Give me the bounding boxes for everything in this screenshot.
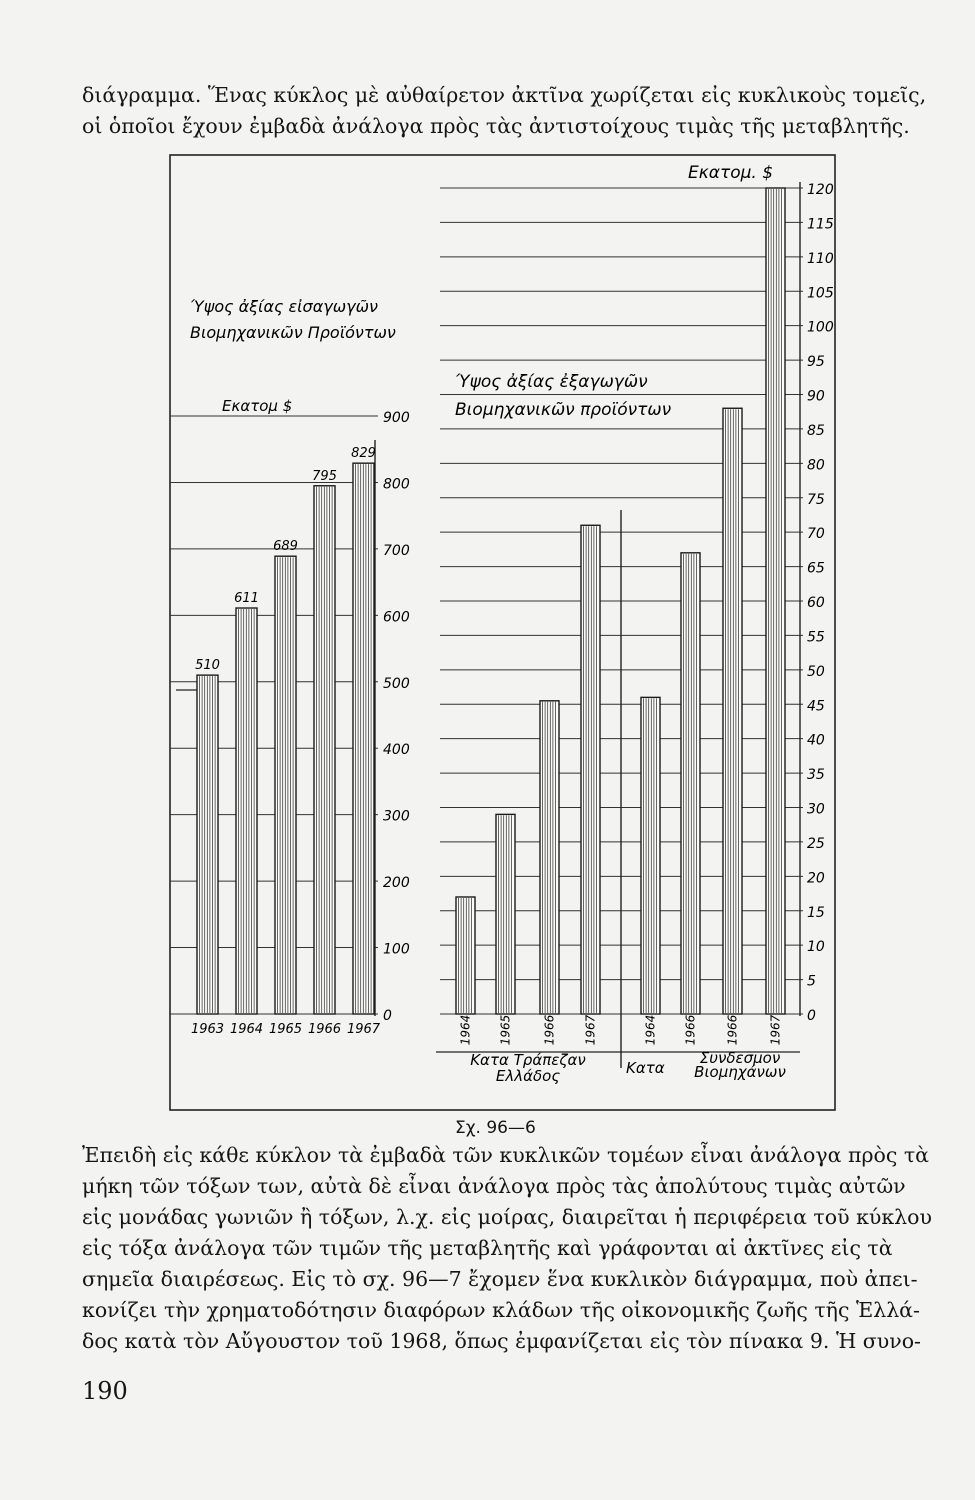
x-tick-label: 1967 — [346, 1022, 381, 1037]
y-tick-label: 300 — [383, 808, 410, 825]
body-line: δος κατὰ τὸν Αὔγουστον τοῦ 1968, ὅπως ἐμφανίζεται εἰς τὸν πίνακα 9. Ἡ συνο- — [82, 1329, 921, 1353]
bar — [581, 525, 600, 1014]
bar-hatching — [278, 557, 294, 1013]
body-line: κονίζει τὴν χρηματοδότησιν διαφόρων κλάδων τῆς οἰκονομικῆς ζωῆς τῆς Ἑλλά- — [82, 1298, 920, 1322]
group-label-line: Ελλάδος — [495, 1067, 561, 1085]
intro-line: διάγραμμα. Ἕνας κύκλος μὲ αὐθαίρετον ἀκτῖνα χωρίζεται εἰς κυκλικοὺς τομεῖς, — [82, 83, 927, 107]
y-tick-label: 100 — [807, 319, 834, 336]
y-tick-label: 15 — [807, 904, 825, 921]
bar — [496, 814, 515, 1014]
unit-label: Εκατομ. $ — [688, 163, 774, 183]
y-tick-label: 90 — [807, 388, 825, 405]
y-tick-label: 20 — [807, 870, 825, 887]
y-tick-label: 115 — [807, 216, 834, 233]
data-label: 510 — [195, 658, 220, 674]
bar — [197, 675, 218, 1014]
x-tick-label: 1966 — [683, 1014, 698, 1046]
bar — [456, 897, 475, 1014]
y-tick-label: 45 — [807, 698, 825, 715]
y-tick-label: 900 — [383, 410, 410, 426]
y-tick-label: 5 — [807, 973, 816, 990]
x-tick-label: 1966 — [307, 1022, 342, 1037]
chart-title-line: Ύψος ἀξίας ἐξαγωγῶν — [455, 372, 648, 392]
y-tick-label: 80 — [807, 457, 825, 474]
bar — [275, 556, 296, 1014]
x-tick-label: 1963 — [190, 1022, 225, 1037]
bar — [681, 553, 700, 1014]
y-tick-label: 0 — [383, 1008, 392, 1024]
chart-title — [190, 297, 396, 342]
x-tick-label: 1965 — [268, 1022, 303, 1037]
bar — [314, 486, 335, 1014]
group-label-line: Βιομηχάνων — [694, 1063, 786, 1081]
y-tick-label: 50 — [807, 663, 825, 680]
body-line: σημεῖα διαιρέσεως. Εἰς τὸ σχ. 96—7 ἔχομεν ἕνα κυκλικὸν διάγραμμα, ποὺ ἀπει- — [82, 1267, 918, 1291]
exports-chart — [436, 163, 834, 1085]
y-tick-label: 25 — [807, 835, 825, 852]
chart-title-line: Βιομηχανικῶν προϊόντων — [455, 400, 672, 420]
data-label: 689 — [273, 539, 298, 555]
y-tick-label: 800 — [383, 476, 410, 493]
figure-caption: Σχ. 96—6 — [455, 1118, 536, 1138]
y-tick-label: 40 — [807, 732, 825, 749]
y-tick-label: 500 — [383, 675, 410, 692]
y-tick-label: 110 — [807, 250, 834, 267]
chart-title-line: Βιομηχανικῶν Προϊόντων — [190, 323, 396, 342]
bar-hatching — [200, 676, 216, 1013]
data-label: 829 — [351, 446, 376, 462]
y-tick-label: 100 — [383, 941, 410, 958]
y-tick-label: 700 — [383, 542, 410, 559]
y-tick-label: 85 — [807, 422, 825, 439]
body-line: εἰς τόξα ἀνάλογα τῶν τιμῶν τῆς μεταβλητῆς καὶ γράφονται αἱ ἀκτῖνες εἰς τὰ — [82, 1236, 893, 1260]
group-label-line: Κατα Τράπεζαν — [470, 1051, 586, 1069]
y-tick-label: 30 — [807, 801, 825, 818]
x-tick-label: 1964 — [643, 1014, 658, 1046]
data-label: 611 — [234, 591, 259, 607]
x-tick-label: 1967 — [583, 1014, 598, 1046]
y-tick-label: 120 — [807, 182, 834, 198]
bar — [236, 608, 257, 1014]
chart-title-line: Ύψος ἀξίας εἰσαγωγῶν — [190, 297, 378, 316]
bar — [353, 463, 374, 1014]
group-label: Κατα — [626, 1059, 665, 1077]
bar — [723, 408, 742, 1014]
imports-chart — [170, 297, 410, 1037]
body-line: Ἐπειδὴ εἰς κάθε κύκλον τὰ ἐμβαδὰ τῶν κυκλικῶν τομέων εἶναι ἀνάλογα πρὸς τὰ — [82, 1143, 930, 1167]
y-tick-label: 55 — [807, 629, 825, 646]
bar — [540, 701, 559, 1014]
x-tick-label: 1964 — [458, 1014, 473, 1046]
body-line: εἰς μονάδας γωνιῶν ἢ τόξων, λ.χ. εἰς μοίρας, διαιρεῖται ἡ περιφέρεια τοῦ κύκλου — [82, 1205, 932, 1229]
y-tick-label: 200 — [383, 875, 410, 892]
bar-hatching — [356, 464, 372, 1013]
group-label — [470, 1051, 586, 1085]
y-tick-label: 10 — [807, 939, 825, 956]
y-tick-label: 600 — [383, 609, 410, 626]
y-tick-label: 35 — [807, 767, 825, 784]
chart-title — [455, 372, 672, 420]
y-tick-label: 60 — [807, 595, 825, 611]
y-tick-label: 105 — [807, 285, 834, 302]
body-paragraph — [82, 1140, 950, 1357]
data-label: 795 — [312, 468, 337, 484]
bar — [766, 188, 785, 1014]
intro-line: οἱ ὁποῖοι ἔχουν ἐμβαδὰ ἀνάλογα πρὸς τὰς ἀντιστοίχους τιμὰς τῆς μεταβλητῆς. — [82, 114, 910, 138]
x-tick-label: 1965 — [498, 1014, 513, 1046]
bar-hatching — [239, 609, 255, 1013]
group-label — [694, 1049, 786, 1081]
x-tick-label: 1966 — [542, 1014, 557, 1046]
x-tick-label: 1967 — [768, 1014, 783, 1046]
y-tick-label: 75 — [807, 491, 825, 508]
bar — [641, 697, 660, 1014]
group-label-line: Συνδεσμον — [699, 1049, 781, 1067]
bar-hatching — [317, 487, 333, 1013]
y-tick-label: 400 — [383, 742, 410, 759]
x-tick-label: 1966 — [725, 1014, 740, 1046]
y-tick-label: 70 — [807, 526, 825, 543]
y-tick-label: 0 — [807, 1008, 816, 1024]
page-number: 190 — [82, 1377, 128, 1405]
y-tick-label: 65 — [807, 560, 825, 577]
unit-label: Εκατομ $ — [222, 397, 293, 415]
body-line: μήκη τῶν τόξων των, αὐτὰ δὲ εἶναι ἀνάλογα πρὸς τὰς ἀπολύτους τιμὰς αὐτῶν — [82, 1174, 906, 1198]
y-tick-label: 95 — [807, 354, 825, 371]
x-tick-label: 1964 — [229, 1022, 264, 1037]
